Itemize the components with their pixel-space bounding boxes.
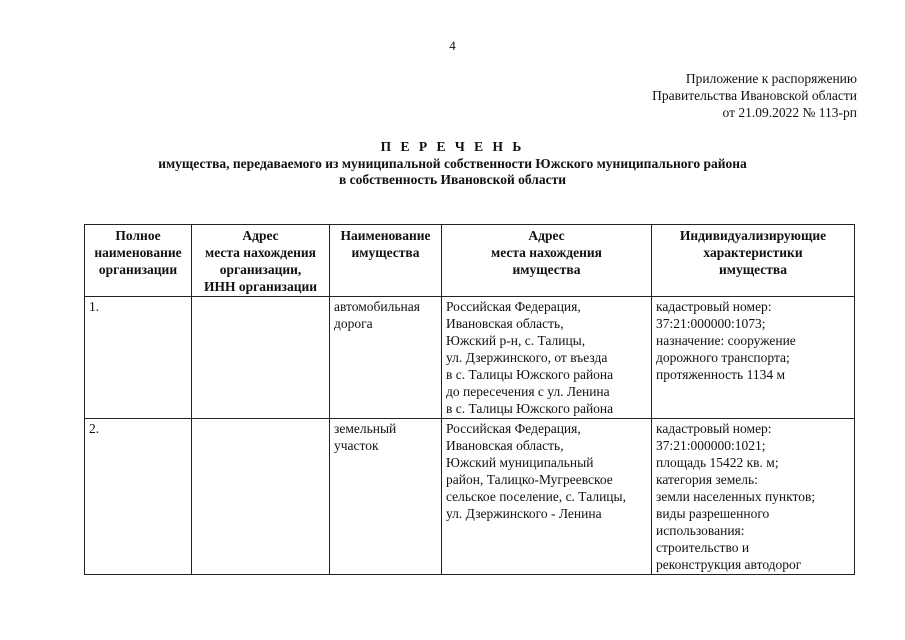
appendix-line-2: Правительства Ивановской области: [652, 88, 857, 103]
org-address-cell: [192, 297, 330, 419]
property-name-cell: автомобильная дорога: [330, 297, 442, 419]
title-line-1: имущества, передаваемого из муниципальной собственности Южского муниципального района: [158, 156, 747, 171]
document-title: [0, 139, 905, 188]
row-number: 2.: [85, 419, 192, 575]
characteristics-cell: кадастровый номер: 37:21:000000:1073; назначение: сооружение дорожного транспорта; протяженность 1134 м: [652, 297, 855, 419]
property-table: [84, 224, 855, 575]
title-main: П Е Р Е Ч Е Н Ь: [380, 139, 525, 154]
table-row: [85, 297, 855, 419]
appendix-line-1: Приложение к распоряжению: [685, 71, 857, 86]
property-address-cell: Российская Федерация, Ивановская область, Южский муниципальный район, Талицко-Мугреевское сельское поселение, с. Талицы, ул. Дзержинского - Ленина: [442, 419, 652, 575]
org-address-cell: [192, 419, 330, 575]
header-property-address: Адрес места нахождения имущества: [442, 225, 652, 297]
header-org-name: Полное наименование организации: [85, 225, 192, 297]
table-header-row: [85, 225, 855, 297]
title-line-2: в собственность Ивановской области: [338, 172, 567, 187]
header-property-name: Наименование имущества: [330, 225, 442, 297]
property-name-cell: земельный участок: [330, 419, 442, 575]
page-number: 4: [449, 38, 456, 53]
property-address-cell: Российская Федерация, Ивановская область, Южский р-н, с. Талицы, ул. Дзержинского, от въезда в с. Талицы Южского района до пересечения с ул. Ленина в с. Талицы Южского района: [442, 297, 652, 419]
appendix-line-3: от 21.09.2022 № 113-рп: [722, 105, 857, 120]
header-characteristics: Индивидуализирующие характеристики имущества: [652, 225, 855, 297]
header-org-address: Адрес места нахождения организации, ИНН организации: [192, 225, 330, 297]
appendix-note: [457, 70, 857, 121]
characteristics-cell: кадастровый номер: 37:21:000000:1021; площадь 15422 кв. м; категория земель: земли населенных пунктов; виды разрешенного использования: строительство и реконструкция автодорог: [652, 419, 855, 575]
row-number: 1.: [85, 297, 192, 419]
table-row: [85, 419, 855, 575]
